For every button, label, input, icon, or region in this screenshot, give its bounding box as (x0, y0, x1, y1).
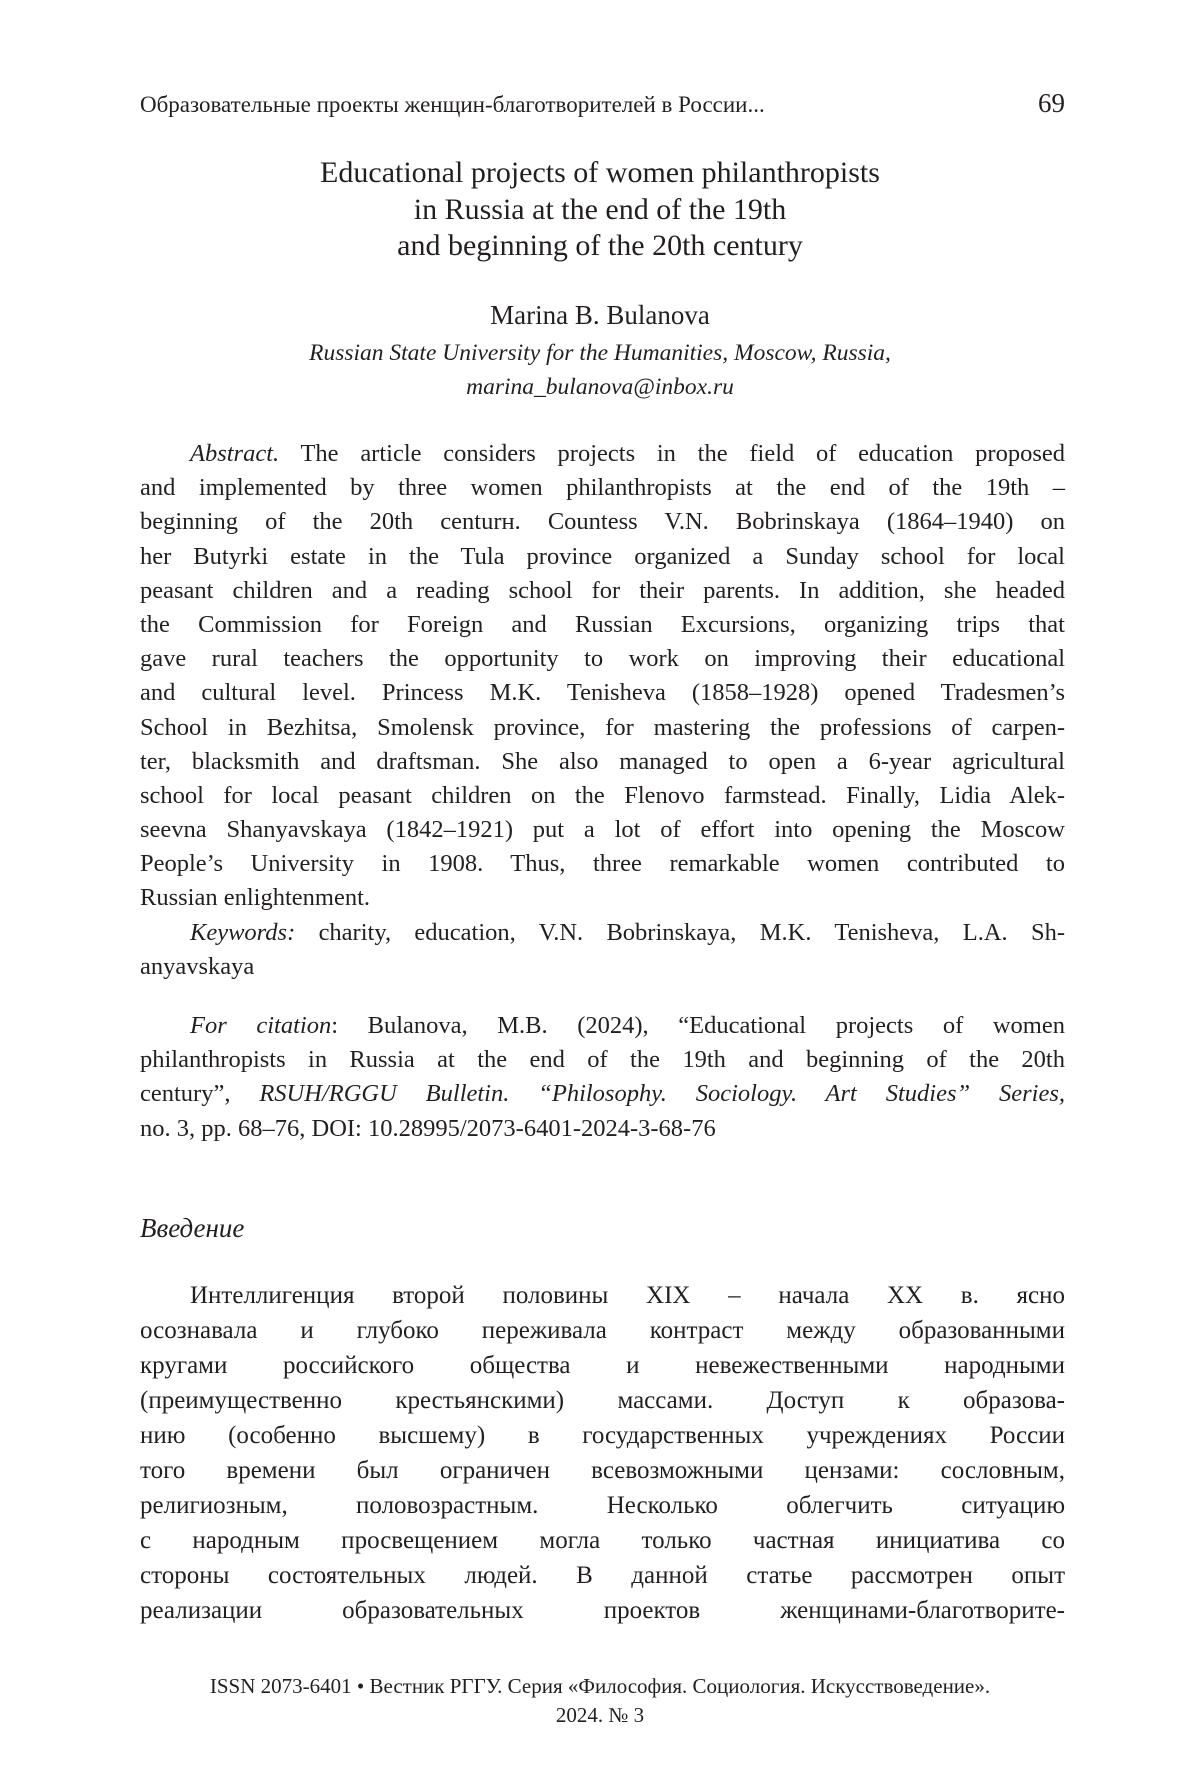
citation-line: philanthropists in Russia at the end of the 19th and beginning of the 20th (140, 1043, 1065, 1077)
page-number: 69 (1038, 88, 1065, 118)
abstract-line: school for local peasant children on the Flenovo farmstead. Finally, Lidia Alek- (140, 779, 1065, 813)
abstract-line: School in Bezhitsa, Smolensk province, for mastering the professions of carpen- (140, 711, 1065, 745)
section-body (140, 1278, 1065, 1628)
title-line: in Russia at the end of the 19th (0, 192, 1200, 229)
author-name: Marina B. Bulanova (0, 298, 1200, 332)
abstract-text: The article considers projects in the field of education proposed (279, 440, 1065, 467)
abstract-line: seevna Shanyavskaya (1842–1921) put a lot of effort into opening the Moscow (140, 813, 1065, 847)
abstract-line: and cultural level. Princess M.K. Tenisheva (1858–1928) opened Tradesmen’s (140, 676, 1065, 710)
abstract-line: her Butyrki estate in the Tula province organized a Sunday school for local (140, 540, 1065, 574)
abstract-line: and implemented by three women philanthropists at the end of the 19th – (140, 471, 1065, 505)
abstract-line: gave rural teachers the opportunity to work on improving their educational (140, 642, 1065, 676)
running-header (140, 90, 1065, 120)
footer-issue: 2024. № 3 (0, 1701, 1200, 1730)
author-affiliation (0, 336, 1200, 404)
author-email[interactable]: marina_bulanova@inbox.ru (0, 370, 1200, 404)
page-footer (0, 1672, 1200, 1730)
body-line: кругами российского общества и невежественными народными (140, 1348, 1065, 1383)
footer-journal: ISSN 2073-6401 • Вестник РГГУ. Серия «Философия. Социология. Искусствоведение». (0, 1672, 1200, 1701)
abstract (140, 437, 1065, 984)
body-line: с народным просвещением могла только частная инициатива со (140, 1523, 1065, 1558)
abstract-line: the Commission for Foreign and Russian Excursions, organizing trips that (140, 608, 1065, 642)
abstract-label: Abstract. (190, 440, 279, 467)
body-line: Интеллигенция второй половины XIX – начала XX в. ясно (140, 1278, 1065, 1313)
body-line: нию (особенно высшему) в государственных учреждениях России (140, 1418, 1065, 1453)
keywords-line (140, 916, 1065, 950)
citation-text: century”, (140, 1080, 259, 1107)
citation (140, 1009, 1065, 1146)
abstract-line (140, 437, 1065, 471)
citation-label: For citation (190, 1012, 331, 1039)
title-line: and beginning of the 20th century (0, 228, 1200, 265)
citation-journal: RSUH/RGGU Bulletin. “Philosophy. Sociology. Art Studies” Series, (259, 1080, 1065, 1107)
body-line: того времени был ограничен всевозможными цензами: сословным, (140, 1453, 1065, 1488)
body-line: осознавала и глубоко переживала контраст между образованными (140, 1313, 1065, 1348)
citation-line (140, 1077, 1065, 1111)
body-line: религиозным, половозрастным. Несколько облегчить ситуацию (140, 1488, 1065, 1523)
article-title (0, 155, 1200, 265)
keywords-label: Keywords: (190, 919, 295, 946)
body-line: реализации образовательных проектов женщинами-благотворите- (140, 1593, 1065, 1628)
abstract-line: beginning of the 20th centurн. Countess V.N. Bobrinskaya (1864–1940) on (140, 505, 1065, 539)
body-line: (преимущественно крестьянскими) массами. Доступ к образова- (140, 1383, 1065, 1418)
abstract-line: People’s University in 1908. Thus, three remarkable women contributed to (140, 847, 1065, 881)
keywords-line: anyavskaya (140, 950, 1065, 984)
running-header-title: Образовательные проекты женщин-благотворителей в России... (140, 92, 765, 117)
title-line: Educational projects of women philanthropists (0, 155, 1200, 192)
section-heading: Введение (140, 1208, 1065, 1248)
abstract-line: ter, blacksmith and draftsman. She also managed to open a 6-year agricultural (140, 745, 1065, 779)
body-line: стороны состоятельных людей. В данной статье рассмотрен опыт (140, 1558, 1065, 1593)
citation-text: : Bulanova, M.B. (2024), “Educational projects of women (331, 1012, 1065, 1039)
citation-line (140, 1009, 1065, 1043)
affiliation: Russian State University for the Humanities, Moscow, Russia, (0, 336, 1200, 370)
keywords-text: charity, education, V.N. Bobrinskaya, M.K. Tenisheva, L.A. Sh- (295, 919, 1065, 946)
abstract-line: Russian enlightenment. (140, 881, 1065, 915)
abstract-line: peasant children and a reading school for their parents. In addition, she headed (140, 574, 1065, 608)
citation-doi[interactable]: no. 3, pp. 68–76, DOI: 10.28995/2073-6401-2024-3-68-76 (140, 1112, 1065, 1146)
